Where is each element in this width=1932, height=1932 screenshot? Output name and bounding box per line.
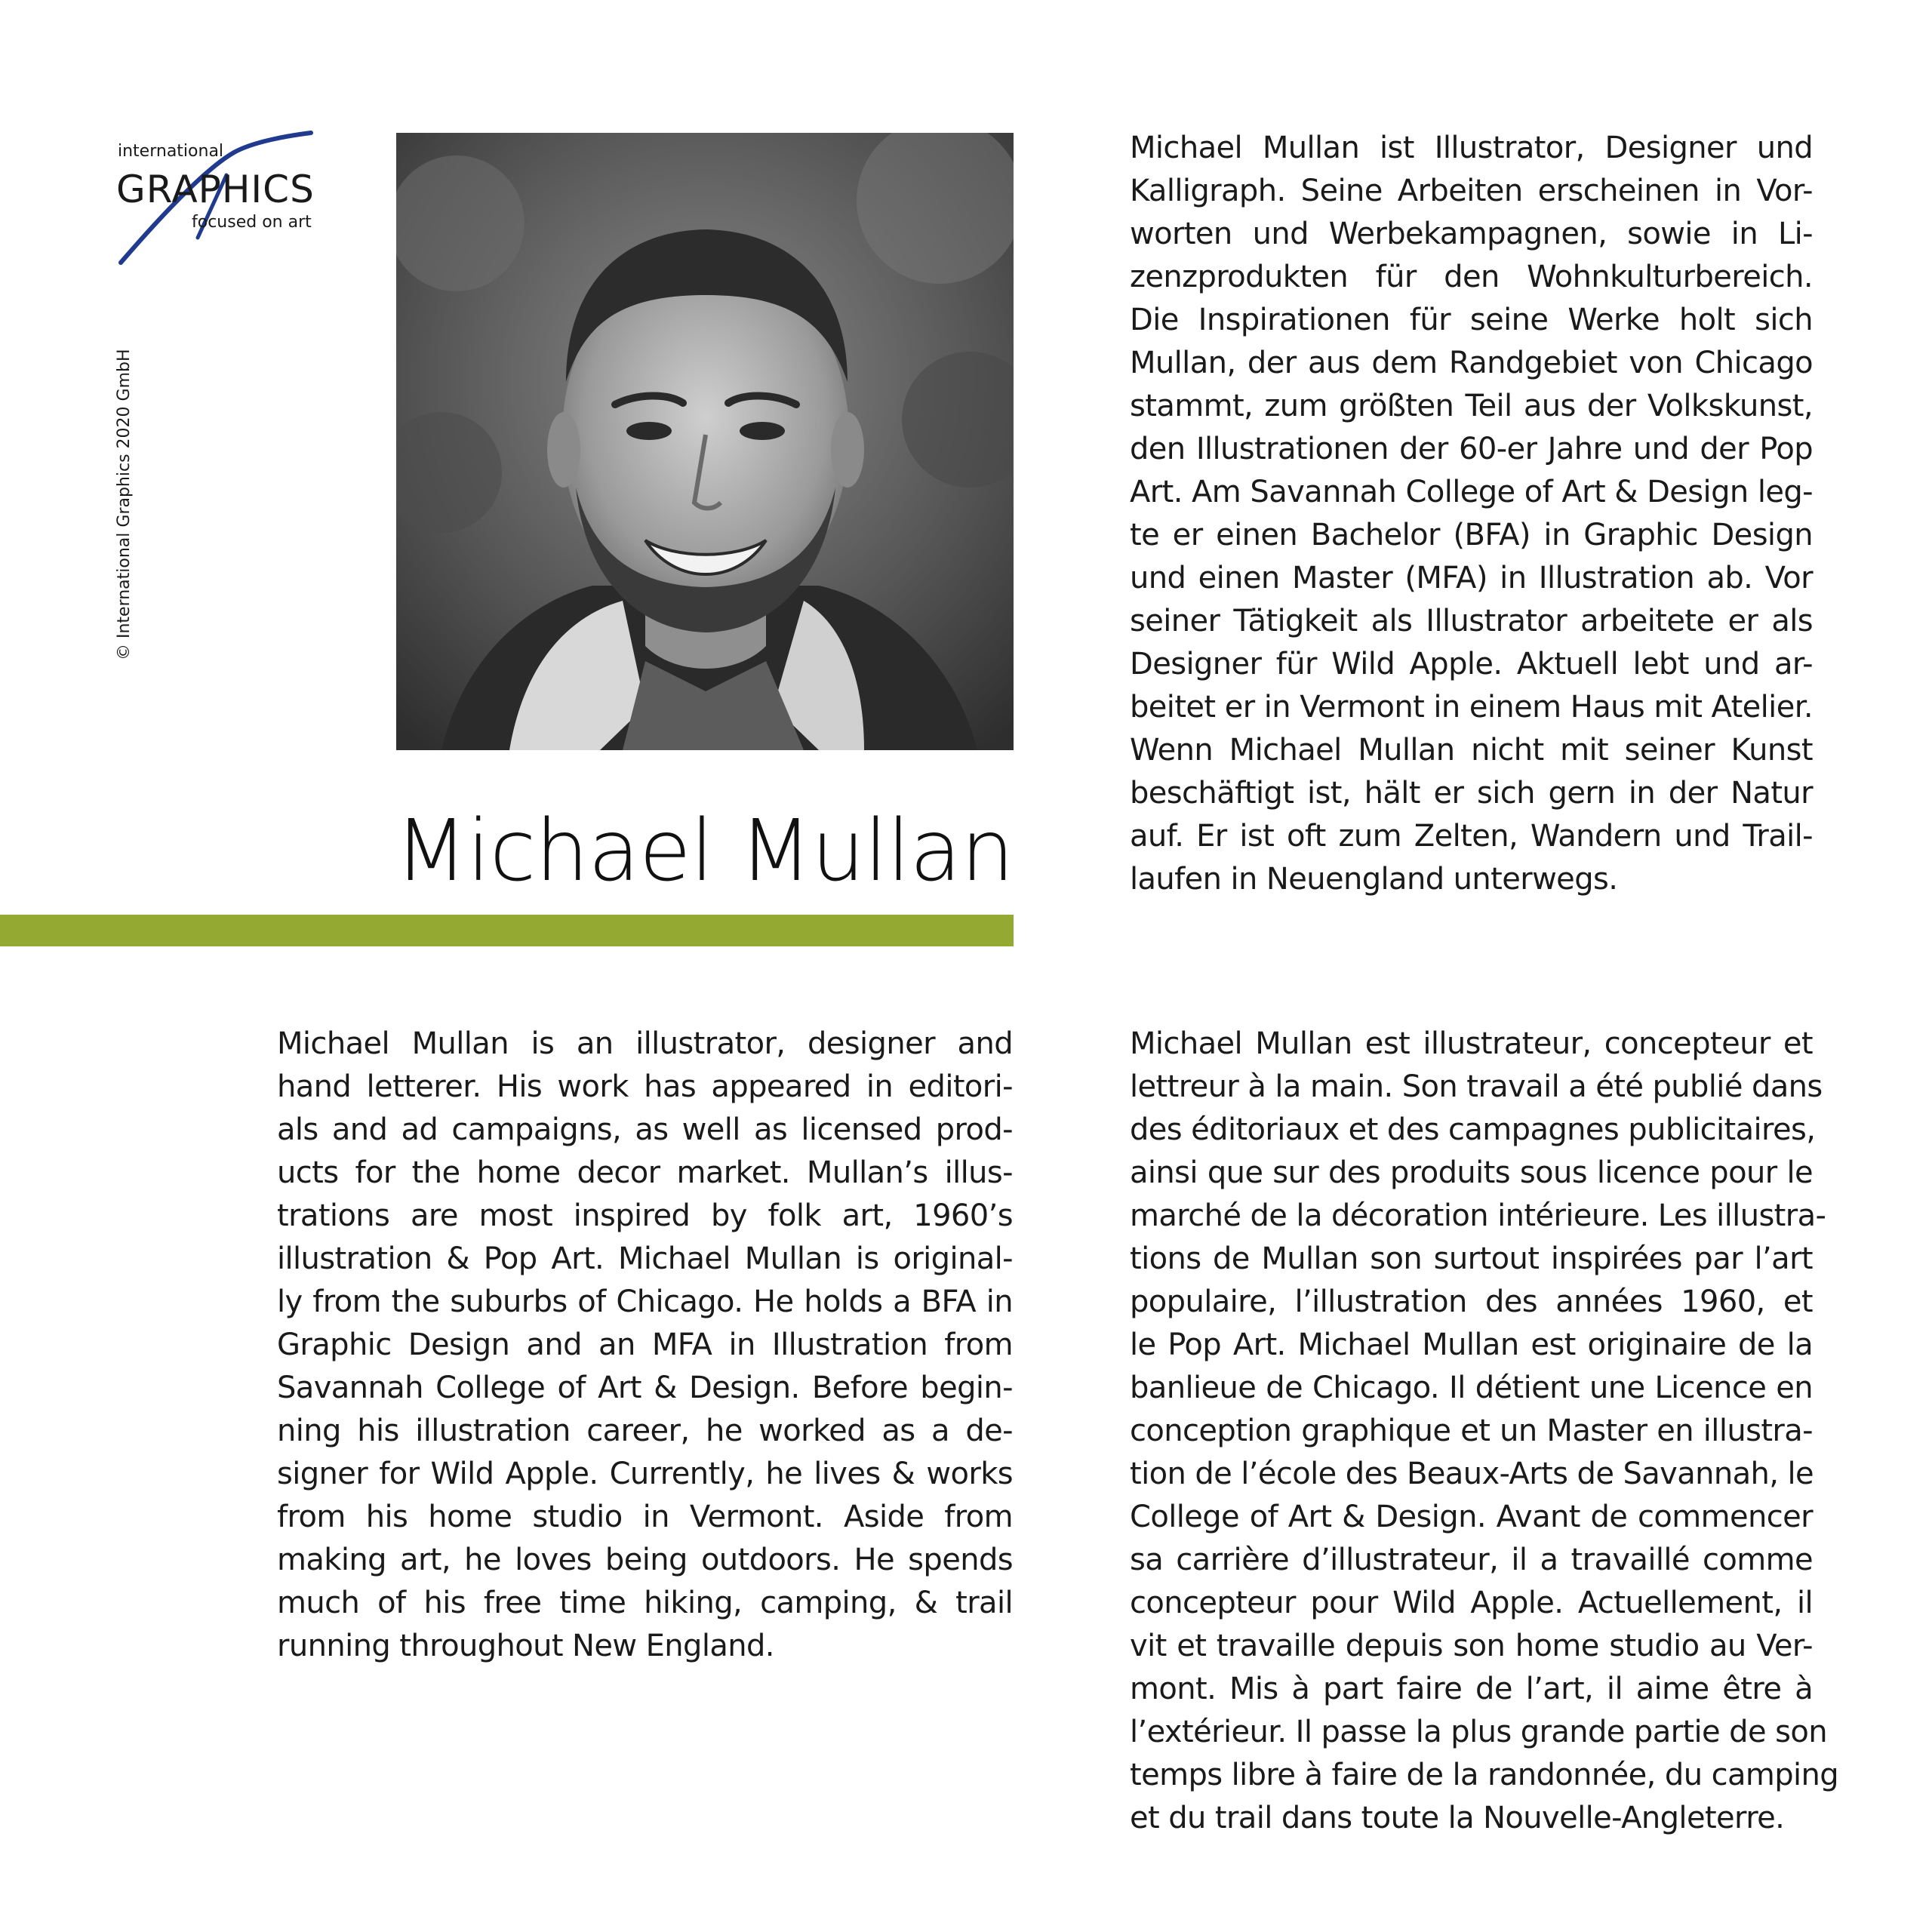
- text-line: trations are most inspired by folk art, 1960’s: [277, 1198, 1013, 1233]
- text-line: banlieue de Chicago. Il détient une Licence en: [1130, 1371, 1813, 1405]
- text-line: Graphic Design and an MFA in Illustration from: [277, 1327, 1013, 1362]
- text-line: beschäftigt ist, hält er sich gern in der Natur: [1130, 776, 1813, 811]
- text-line: temps libre à faire de la randonnée, du camping: [1130, 1758, 1839, 1792]
- text-line: seiner Tätigkeit als Illustrator arbeitete er als: [1130, 604, 1813, 638]
- text-line: hand letterer. His work has appeared in editori-: [277, 1069, 1013, 1104]
- text-line: sa carrière d’illustrateur, il a travaillé comme: [1130, 1543, 1813, 1577]
- text-line: den Illustrationen der 60-er Jahre und der Pop: [1130, 432, 1813, 466]
- text-line: als and ad campaigns, as well as licensed prod-: [277, 1112, 1013, 1147]
- text-line: auf. Er ist oft zum Zelten, Wandern und Trail-: [1130, 819, 1813, 854]
- text-line: from his home studio in Vermont. Aside from: [277, 1500, 1013, 1534]
- text-line: making art, he loves being outdoors. He spends: [277, 1543, 1013, 1577]
- accent-bar: [0, 915, 1014, 946]
- text-line: Savannah College of Art & Design. Before begin-: [277, 1371, 1013, 1405]
- text-line: Wenn Michael Mullan nicht mit seiner Kunst: [1130, 733, 1813, 768]
- text-line: lettreur à la main. Son travail a été publié dans: [1130, 1069, 1823, 1104]
- copyright-notice: © International Graphics 2020 GmbH: [115, 349, 134, 660]
- text-line: Mullan, der aus dem Randgebiet von Chicago: [1130, 346, 1813, 380]
- text-line: des éditoriaux et des campagnes publicitaires,: [1130, 1112, 1816, 1147]
- text-line: ucts for the home decor market. Mullan’s illus-: [277, 1155, 1013, 1190]
- text-line: running throughout New England.: [277, 1629, 774, 1663]
- text-line: ainsi que sur des produits sous licence pour le: [1130, 1155, 1813, 1190]
- text-line: Michael Mullan est illustrateur, concepteur et: [1130, 1026, 1813, 1061]
- text-line: mont. Mis à part faire de l’art, il aime être à: [1130, 1672, 1813, 1706]
- text-line: conception graphique et un Master en illustra-: [1130, 1414, 1813, 1448]
- portrait-photo: [396, 133, 1014, 750]
- text-line: signer for Wild Apple. Currently, he lives & works: [277, 1457, 1013, 1491]
- text-line: stammt, zum größten Teil aus der Volkskunst,: [1130, 389, 1813, 423]
- text-line: ly from the suburbs of Chicago. He holds a BFA in: [277, 1284, 1013, 1319]
- text-line: l’extérieur. Il passe la plus grande partie de son: [1130, 1715, 1827, 1749]
- text-line: tions de Mullan son surtout inspirées par l’art: [1130, 1241, 1813, 1276]
- text-line: vit et travaille depuis son home studio au Ver-: [1130, 1629, 1813, 1663]
- text-line: Michael Mullan is an illustrator, designer and: [277, 1026, 1013, 1061]
- bio-english: [277, 1023, 1013, 1668]
- text-line: much of his free time hiking, camping, & trail: [277, 1586, 1013, 1620]
- text-line: ning his illustration career, he worked as a de-: [277, 1414, 1013, 1448]
- text-line: marché de la décoration intérieure. Les illustra-: [1130, 1198, 1826, 1233]
- text-line: Kalligraph. Seine Arbeiten erscheinen in Vor-: [1130, 174, 1813, 208]
- text-line: beitet er in Vermont in einem Haus mit Atelier.: [1130, 690, 1813, 724]
- text-line: Die Inspirationen für seine Werke holt sich: [1130, 303, 1813, 337]
- text-line: Michael Mullan ist Illustrator, Designer und: [1130, 131, 1813, 165]
- text-line: worten und Werbekampagnen, sowie in Li-: [1130, 217, 1813, 251]
- text-line: le Pop Art. Michael Mullan est originaire de la: [1130, 1327, 1813, 1362]
- text-line: te er einen Bachelor (BFA) in Graphic Design: [1130, 518, 1813, 552]
- logo-main-text: GRAPHICS: [116, 168, 315, 211]
- text-line: illustration & Pop Art. Michael Mullan is original-: [277, 1241, 1013, 1276]
- text-line: Designer für Wild Apple. Aktuell lebt und ar-: [1130, 647, 1813, 681]
- logo-top-text: international: [118, 142, 224, 161]
- person-name-heading: Michael Mullan: [394, 802, 1014, 900]
- text-line: College of Art & Design. Avant de commencer: [1130, 1500, 1813, 1534]
- text-line: Art. Am Savannah College of Art & Design leg-: [1130, 475, 1813, 509]
- portrait-photo-icon: [396, 133, 1014, 750]
- logo-bottom-text: focused on art: [192, 213, 312, 232]
- bio-german: [1130, 127, 1813, 901]
- bio-french: [1130, 1023, 1839, 1840]
- text-line: zenzprodukten für den Wohnkulturbereich.: [1130, 260, 1813, 294]
- text-line: concepteur pour Wild Apple. Actuellement, il: [1130, 1586, 1813, 1620]
- text-line: et du trail dans toute la Nouvelle-Angleterre.: [1130, 1801, 1785, 1835]
- international-graphics-logo: [113, 128, 325, 272]
- text-line: tion de l’école des Beaux-Arts de Savannah, le: [1130, 1457, 1814, 1491]
- text-line: und einen Master (MFA) in Illustration ab. Vor: [1130, 561, 1813, 595]
- text-line: populaire, l’illustration des années 1960, et: [1130, 1284, 1813, 1319]
- text-line: laufen in Neuengland unterwegs.: [1130, 862, 1618, 897]
